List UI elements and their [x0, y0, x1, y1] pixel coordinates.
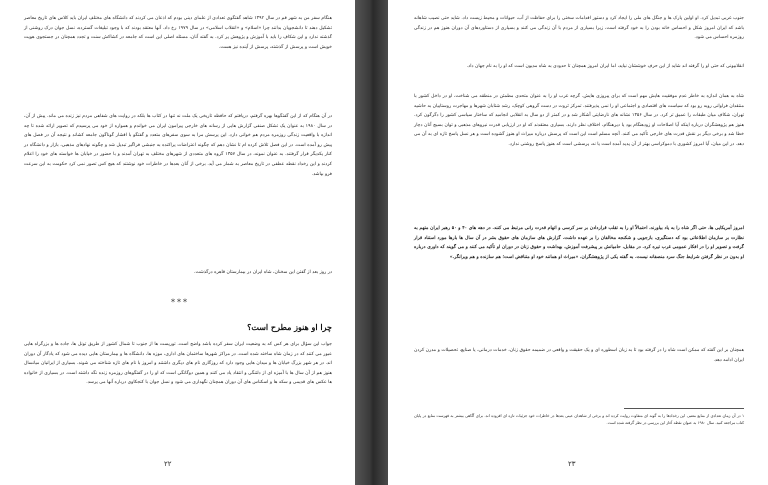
right-paragraph-4: امروز آمریکایی ها، حتی اگر شاه را به یاد بیاورند، احتمالاً او را به تقلب قراردادن بر سر کرسی و اتهام قدرت رانی مرتبط می کنند. در دهه های ۴۰ و ۵۰ رهبر ایران متهم به نظارت بر سازمان اطلاعاتی بود که دستگیری، بازجویی و شکنجه مخالفان را بر عهده داشت. گزارش های سازمان های حقوق بشر در آن سال ها بارها مورد استناد قرار گرفت و تصویر او را در افکار عمومی غرب تیره کرد. در مقابل، حامیانش بر پیشرفت آموزش، بهداشت و حقوق زنان در دوران او تأکید می کنند و می گویند که داوری درباره او بدون در نظر گرفتن شرایط جنگ سرد منصفانه نیست. به گفته یکی از پژوهشگران، «میراث او همانند خود او متناقض است؛ هم سازنده و هم ویرانگر.»: [414, 226, 745, 260]
footnote-rule: [624, 408, 744, 409]
footnote: ۱ در آن زمان تعدادی از منابع معتبر، این رخدادها را به گونه ای متفاوت روایت کرده اند و برخی از شاهدان عینی بعدها در خاطرات خود جزئیات تازه ای افزوده اند. برای آگاهی بیشتر به فهرست منابع در پایان کتاب مراجعه کنید. سال ۱۹۸۰ به عنوان نقطه آغاز این بررسی در نظر گرفته شده است.: [414, 413, 744, 425]
left-paragraph-1: هنگام سفر من به شهر قم در سال ۱۳۹۲ شاهد گفتگوی تعدادی از علمای دینی بودم که اذعان می کردند که دانشگاه های مختلف ایران باید کلاس های تاریخ معاصر تشکیل دهند تا دانشجویان بدانند چرا «اسلام» و «انقلاب اسلامی» در سال ۱۹۷۹ رخ داد. آنها معتقد بودند که با وجود تبلیغات گسترده، نسل جوان درک روشنی از گذشته ندارد و این شکاف را باید با آموزش و پژوهش پر کرد. به گفته آنان، مسئله اصلی این است که جامعه در کشاکش سنت و تجدد همچنان در جستجوی هویت خویش است و پرسش از گذشته، پرسش از آینده نیز هست.: [24, 16, 332, 50]
right-page: [388, 0, 768, 485]
left-paragraph-4: جواب این سؤال برای هر کس که به وضعیت ایران سفر کرده باشد واضح است. توریست ها از جنوب تا شمال کشور از طریق تونل ها، جاده ها و بزرگراه هایی عبور می کنند که در زمان شاه ساخته شده است. در مراکز شهرها ساختمان های اداری، موزه ها، دانشگاه ها و بیمارستان هایی دیده می شود که یادگار آن دوران اند. در هر شهر بزرگ خیابان ها و میدان هایی وجود دارد که روزگاری نام های دیگری داشتند و امروز با نام های تازه شناخته می شوند. بسیاری از ایرانیان میانسال هنوز هم از آن سال ها با آمیزه ای از دلتنگی و انتقاد یاد می کنند و همین دوگانگی است که او را در گفتگوهای روزمره زنده نگه داشته است. در بسیاری از خانواده ها عکس های قدیمی و سکه ها و اسکناس های آن دوران همچنان نگهداری می شود و نسل جوان با کنجکاوی درباره آنها می پرسد.: [24, 342, 332, 386]
left-paragraph-3: در روز بعد از گفتن این سخنان، شاه ایران در بیمارستان قاهره درگذشت.: [194, 270, 332, 275]
section-divider: ***: [171, 298, 189, 307]
right-paragraph-2: انقلابیونی که حتی او را گرفته اند شاید از این حرف خوششان نیاید، اما ایران امروز همچنان تا حدودی به شاه مدیون است که او را به نام جهان داد.: [466, 64, 744, 69]
right-page-number: ۲۳: [568, 460, 576, 468]
right-paragraph-5: همچنان بر این گفته که ممکن است شاه را در گرفته بود تا به زبان اسطوره ای و یک حقیقت و واقعی در ضمیمه حقوق زنان، خدمات درمانی، یا صنایع، تحصیلات و مدرن کردن ایران ادامه دهد.: [414, 348, 744, 363]
right-paragraph-1: جنوب غربی تبدیل کرد. او اولین پارک ها و جنگل های ملی را ایجاد کرد و دستور اقدامات سختی را برای حفاظت از آب، حیوانات و محیط زیست داد. شاید حتی نصیب شاهانه باشد که ایران امروز شکل و احساس خانه بودن را به خود گرفته است، زیرا بسیاری از مردم با آن زندگی می کنند و بسیاری از دستاوردهای آن دوران هنوز هم در زندگی روزمره احساس می شود.: [414, 16, 744, 41]
section-heading: چرا او هنوز مطرح است؟: [247, 322, 332, 332]
left-page-number: ۲۲: [164, 460, 172, 468]
left-page: [0, 0, 355, 485]
book-spine-gutter: [355, 0, 388, 485]
left-paragraph-2: در آن هنگام که از این گفتگوها بهره گرفتم، دریافتم که حافظه تاریخی یک ملت نه تنها در کتاب ها بلکه در روایت های شفاهی مردم نیز زنده می ماند. پیش از آن، در سال ۱۹۸۰ به عنوان یک تشکل صنفی گزارش هایی از رسانه های خارجی پیرامون ایران می خواندم و همواره از خود می پرسیدم که تصویر ارائه شده تا چه اندازه با واقعیت زندگی روزمره مردم هم خوانی دارد. این پرسش مرا به سوی سفرهای متعدد و گفتگو با اقشار گوناگون جامعه کشاند و نتیجه آن در فصل های پیش رو آمده است. در این فصل تلاش کرده ام تا نشان دهم که چگونه اعتراضات پراکنده به جنبشی فراگیر تبدیل شد و چگونه نهادهای مذهبی، بازار و دانشگاه در کنار یکدیگر قرار گرفتند. به عنوان نمونه، در سال ۱۳۵۷ گروه های متعددی از شهرهای مختلف به تهران آمدند و با حضور در خیابان ها خواسته های خود را اعلام کردند و این رخداد نقطه عطفی در تاریخ معاصر به شمار می آید. برخی از آنان بعدها در خاطرات خود نوشتند که هیچ کس تصور نمی کرد حکومت به این سرعت فرو بپاشد.: [24, 114, 332, 177]
right-paragraph-3: شاه به همان اندازه به خاطر عدم موفقیت هایش مهم است که برای پیروزی هایش. گرچه غرب او را به عنوان متحدی مطمئن در منطقه می شناخت، او در داخل کشور با منتقدان فراوانی روبه رو بود که سیاست های اقتصادی و اجتماعی او را نمی پذیرفتند. تمرکز ثروت در دست گروهی کوچک، رشد شتابان شهرها و مهاجرت روستاییان به حاشیه تهران، شکاف میان طبقات را عمیق تر کرد. در سال ۱۳۵۶ نشانه های نارضایتی آشکار شد و در کمتر از دو سال به انقلابی انجامید که ساختار سیاسی کشور را دگرگون کرد. هنوز هم پژوهشگران درباره اینکه آیا اصلاحات او زودهنگام بود یا دیرهنگام، اختلاف نظر دارند. بسیاری معتقدند که او در ارزیابی قدرت نیروهای مذهبی و توان بسیج آنان دچار خطا شد و برخی دیگر بر نقش قدرت های خارجی تأکید می کنند. آنچه مسلم است این است که پرسش درباره میراث او هنوز گشوده است و هر نسل پاسخ تازه ای به آن می دهد. در این میان، آیا امروز کشوری با دموکراسی بهتر از آن پدید آمده است یا نه، پرسشی است که هنوز پاسخ روشنی ندارد.: [414, 94, 744, 147]
